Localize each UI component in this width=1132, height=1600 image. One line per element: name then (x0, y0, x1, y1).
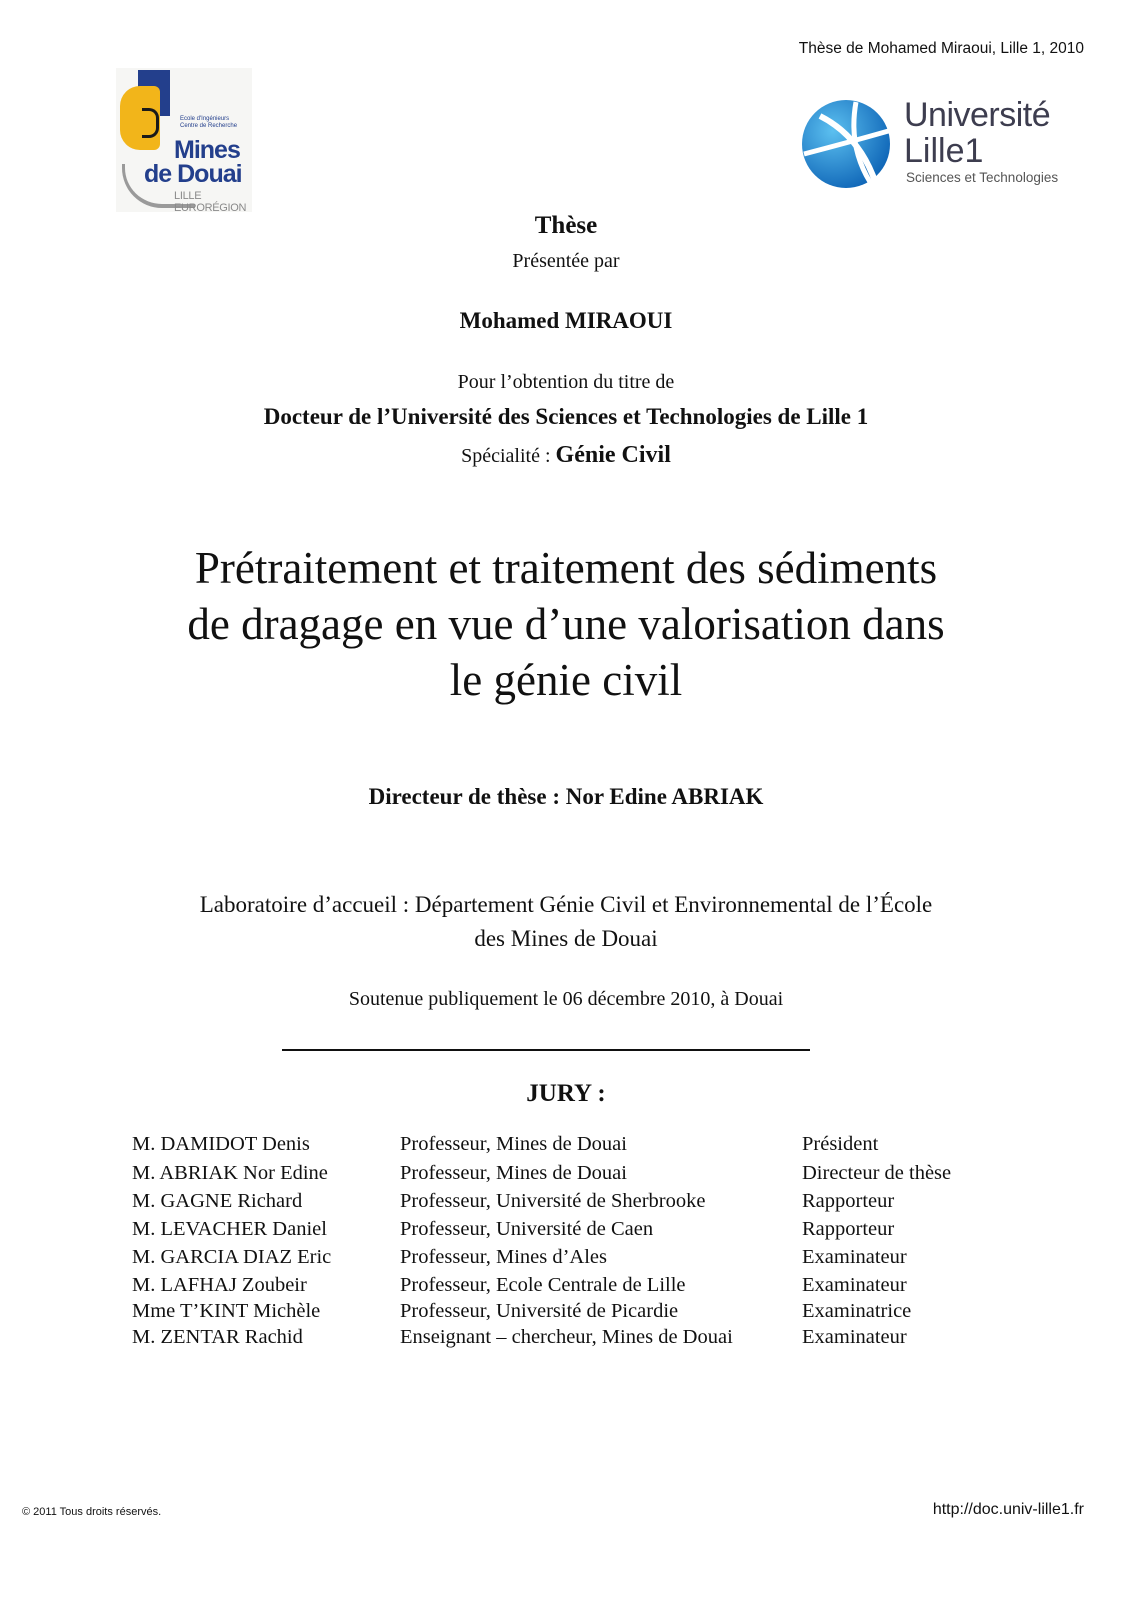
jury-member-name: Mme T’KINT Michèle (132, 1300, 321, 1322)
jury-row (0, 1326, 1132, 1354)
logo-universite-text: Université (904, 96, 1051, 134)
jury-member-role: Rapporteur (802, 1218, 895, 1240)
defense-date: Soutenue publiquement le 06 décembre 2010, à Douai (348, 988, 784, 1010)
jury-row (0, 1300, 1132, 1328)
jury-member-name: M. DAMIDOT Denis (132, 1133, 310, 1155)
jury-member-position: Professeur, Mines de Douai (400, 1133, 627, 1155)
thesis-title-line: de dragage en vue d’une valorisation dans (187, 599, 945, 649)
thesis-title-line: le génie civil (449, 655, 683, 705)
globe-icon (800, 96, 896, 192)
jury-row (0, 1162, 1132, 1190)
logo-lille1-text: Lille1 (904, 132, 984, 170)
jury-member-name: M. ABRIAK Nor Edine (132, 1162, 328, 1184)
laboratory-line: Laboratoire d’accueil : Département Génie Civil et Environnemental de l’École (199, 892, 933, 917)
jury-row (0, 1218, 1132, 1246)
jury-member-role: Directeur de thèse (802, 1162, 952, 1184)
universite-lille1-logo (800, 92, 1070, 192)
jury-member-name: M. GAGNE Richard (132, 1190, 303, 1212)
jury-member-role: Rapporteur (802, 1190, 895, 1212)
host-laboratory (0, 888, 1132, 956)
jury-member-position: Professeur, Université de Sherbrooke (400, 1190, 706, 1212)
logo-word-douai: de Douai (144, 160, 242, 188)
laboratory-line: des Mines de Douai (474, 926, 658, 951)
jury-row (0, 1246, 1132, 1274)
jury-row (0, 1190, 1132, 1218)
jury-row (0, 1274, 1132, 1302)
jury-member-name: M. ZENTAR Rachid (132, 1326, 303, 1348)
jury-heading: JURY : (526, 1080, 606, 1107)
jury-member-role: Examinateur (802, 1274, 907, 1296)
specialite-value: Génie Civil (555, 442, 671, 468)
jury-member-position: Professeur, Mines d’Ales (400, 1246, 607, 1268)
jury-member-position: Professeur, Ecole Centrale de Lille (400, 1274, 686, 1296)
jury-member-name: M. LEVACHER Daniel (132, 1218, 327, 1240)
jury-member-name: M. LAFHAJ Zoubeir (132, 1274, 307, 1296)
jury-member-role: Examinatrice (802, 1300, 912, 1322)
jury-member-role: Examinateur (802, 1326, 907, 1348)
jury-member-name: M. GARCIA DIAZ Eric (132, 1246, 332, 1268)
divider-rule (282, 1049, 810, 1051)
logo-region: LILLE EURORÉGION (174, 190, 247, 214)
thesis-title-line: Prétraitement et traitement des sédiments (194, 543, 938, 593)
thesis-title (0, 540, 1132, 708)
jury-member-position: Professeur, Mines de Douai (400, 1162, 627, 1184)
presentee-par: Présentée par (512, 250, 620, 272)
degree-title: Docteur de l’Université des Sciences et Technologies de Lille 1 (263, 404, 869, 429)
author-name: Mohamed MIRAOUI (459, 308, 673, 333)
specialite (0, 442, 1132, 469)
jury-row (0, 1133, 1132, 1161)
logo-school-line1: Ecole d'Ingénieurs (180, 116, 230, 122)
logo-school-line2: Centre de Recherche (180, 123, 238, 129)
jury-member-role: Examinateur (802, 1246, 907, 1268)
jury-member-position: Professeur, Université de Caen (400, 1218, 654, 1240)
logo-word-mines: Mines (174, 136, 240, 164)
jury-member-position: Enseignant – chercheur, Mines de Douai (400, 1326, 733, 1348)
jury-member-position: Professeur, Université de Picardie (400, 1300, 679, 1322)
logo-school-text (180, 116, 237, 130)
running-head: Thèse de Mohamed Miraoui, Lille 1, 2010 (798, 40, 1084, 57)
these-heading: Thèse (534, 212, 598, 239)
footer-copyright: © 2011 Tous droits réservés. (22, 1506, 162, 1518)
jury-member-role: Président (802, 1133, 879, 1155)
thesis-director: Directeur de thèse : Nor Edine ABRIAK (368, 784, 764, 809)
footer-url-link[interactable]: http://doc.univ-lille1.fr (932, 1501, 1084, 1518)
logo-face-outline (142, 108, 159, 138)
mines-de-douai-logo (116, 68, 252, 212)
pour-obtention: Pour l’obtention du titre de (457, 371, 675, 393)
specialite-label: Spécialité : (461, 445, 556, 467)
logo-subtitle: Sciences et Technologies (906, 170, 1059, 185)
